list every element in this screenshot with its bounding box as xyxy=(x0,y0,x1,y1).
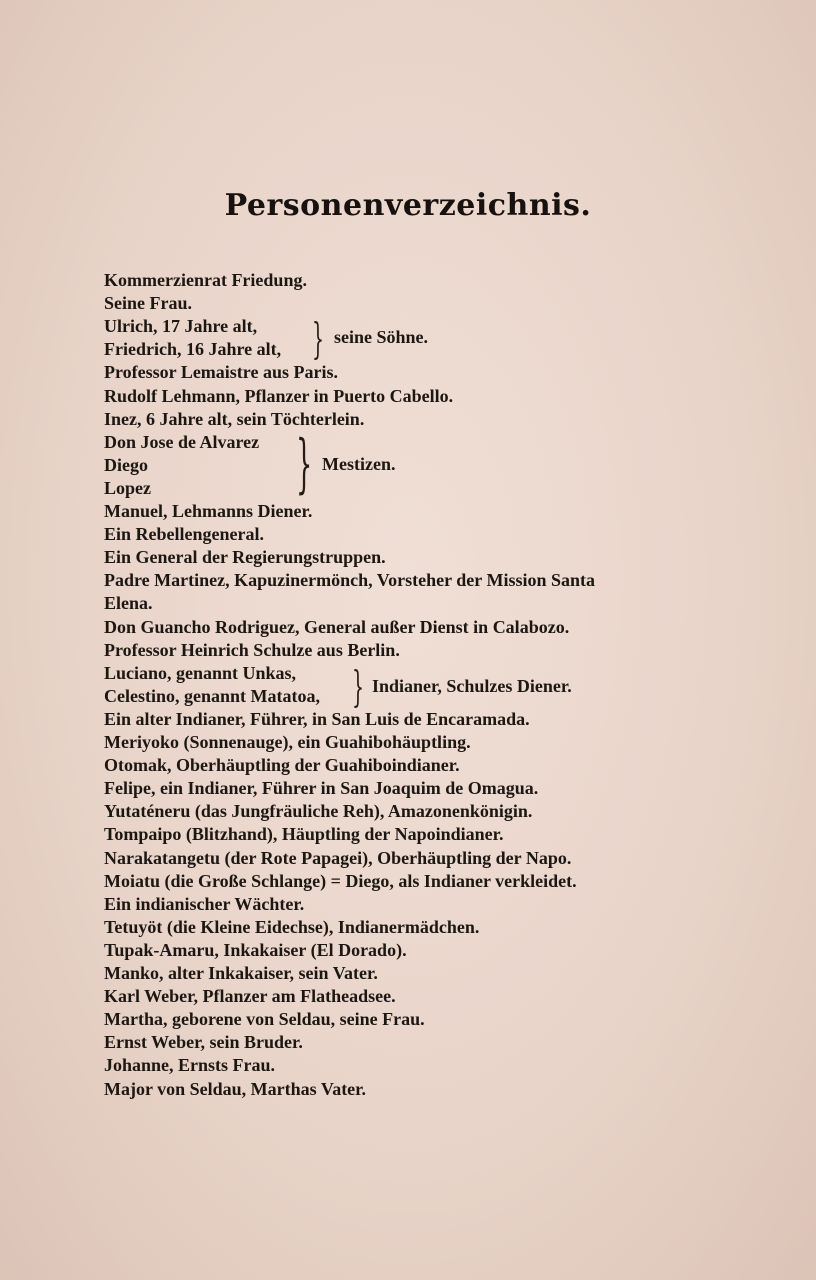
entry-text: Otomak, Oberhäuptling der Guahiboindianer. xyxy=(104,755,460,776)
entry-text: Seine Frau. xyxy=(104,293,192,314)
entry-text: Rudolf Lehmann, Pflanzer in Puerto Cabello. xyxy=(104,385,454,406)
entry-text: Johanne, Ernsts Frau. xyxy=(104,1055,276,1076)
entry-text: Ein alter Indianer, Führer, in San Luis de Encaramada. xyxy=(104,708,530,729)
entry-text: Friedrich, 16 Jahre alt, xyxy=(104,339,282,360)
entry-text: Don Jose de Alvarez xyxy=(104,431,260,452)
brace-indians: } xyxy=(352,662,365,711)
entry-text: Professor Lemaistre aus Paris. xyxy=(104,362,338,383)
entry-text: Ein General der Regierungstruppen. xyxy=(104,547,386,568)
entry-text: Major von Seldau, Marthas Vater. xyxy=(104,1078,367,1099)
entry-text: Ein indianischer Wächter. xyxy=(104,893,305,914)
entry-text: Ein Rebellengeneral. xyxy=(104,524,264,545)
entry-text: Lopez xyxy=(104,477,151,498)
entry-text: Celestino, genannt Matatoa, xyxy=(104,685,320,706)
entry-text: Professor Heinrich Schulze aus Berlin. xyxy=(104,639,400,660)
entry-text: Meriyoko (Sonnenauge), ein Guahibohäuptling. xyxy=(104,732,471,752)
entry-text: Yutaténeru (das Jungfräuliche Reh), Amazonenkönigin. xyxy=(104,801,533,822)
entry-text: Narakatangetu (der Rote Papagei), Oberhäuptling der Napo. xyxy=(104,847,572,868)
entry-text: Tompaipo (Blitzhand), Häuptling der Napoindianer. xyxy=(104,824,504,845)
entry-text: Inez, 6 Jahre alt, sein Töchterlein. xyxy=(104,408,365,429)
brace-sons: } xyxy=(312,314,325,363)
entry-text: Martha, geborene von Seldau, seine Frau. xyxy=(104,1009,425,1030)
entry-text: Padre Martinez, Kapuzinermönch, Vorsteher der Mission Santa xyxy=(104,570,595,591)
entry-text: Ernst Weber, sein Bruder. xyxy=(104,1032,303,1053)
entry-text: Diego xyxy=(104,454,148,475)
entry-text: Kommerzienrat Friedung. xyxy=(104,270,307,290)
entry-text: Manko, alter Inkakaiser, sein Vater. xyxy=(104,963,378,983)
brace-mestizos: } xyxy=(296,427,313,501)
entry-text: Moiatu (die Große Schlange) = Diego, als Indianer verkleidet. xyxy=(104,870,577,891)
entry-text: Ulrich, 17 Jahre alt, xyxy=(104,316,258,337)
group-label-sons: seine Söhne. xyxy=(334,327,429,347)
page-title: Personenverzeichnis. xyxy=(224,188,592,223)
entry-text: Elena. xyxy=(104,593,153,614)
entry-text: Felipe, ein Indianer, Führer in San Joaquim de Omagua. xyxy=(104,778,539,799)
entry-text: Luciano, genannt Unkas, xyxy=(104,662,297,683)
entry-text: Don Guancho Rodriguez, General außer Dienst in Calabozo. xyxy=(104,616,570,637)
entry-text: Tupak-Amaru, Inkakaiser (El Dorado). xyxy=(104,939,407,960)
group-label-indians: Indianer, Schulzes Diener. xyxy=(372,676,572,696)
entry-text: Karl Weber, Pflanzer am Flatheadsee. xyxy=(104,986,396,1007)
entry-text: Tetuyöt (die Kleine Eidechse), Indianermädchen. xyxy=(104,916,480,937)
entry-text: Manuel, Lehmanns Diener. xyxy=(104,501,313,521)
group-label-mestizos: Mestizen. xyxy=(322,454,396,474)
